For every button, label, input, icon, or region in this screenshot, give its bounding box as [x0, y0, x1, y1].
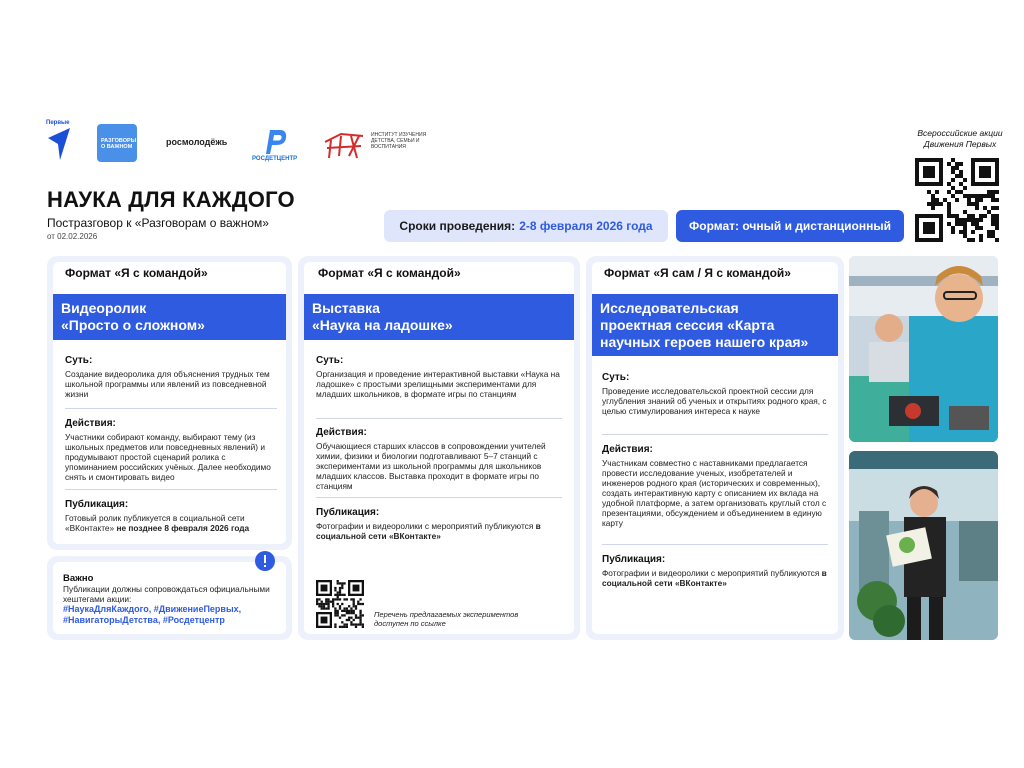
publication-text-main: Готовый ролик публикуется в социальной сети «ВКонтакте» — [65, 513, 245, 533]
card-title — [53, 294, 286, 340]
rosdetcentr-logo-icon — [260, 126, 290, 156]
essence-text: Создание видеоролика для объяснения трудных тем школьной программы или явлений из повседневной жизни — [65, 369, 270, 399]
important-notice — [47, 556, 292, 640]
divider — [65, 489, 277, 490]
deadline-value: 2-8 февраля 2026 года — [519, 219, 653, 233]
card-title-line: «Наука на ладошке» — [312, 317, 453, 333]
publication-text — [602, 568, 830, 588]
publication-heading: Публикация: — [65, 499, 129, 510]
publication-text — [65, 513, 280, 533]
publication-text-bold: в социальной сети «ВКонтакте» — [602, 568, 827, 588]
actions-text: Участники собирают команду, выбирают тему (из школьных предметов или повседневных явлений) и продумывают простой сценарий ролика с упоминанием российских учёных. Далее необходимо снять и смонтировать видео — [65, 432, 271, 482]
divider — [65, 408, 277, 409]
card-title-line: Видеоролик — [61, 300, 147, 316]
format-badge: Формат: очный и дистанционный — [676, 210, 904, 242]
experiments-qr-code[interactable] — [316, 580, 364, 628]
publication-text-bold: не позднее 8 февраля 2026 года — [116, 523, 250, 533]
actions-heading: Действия: — [316, 427, 367, 438]
card-research — [586, 256, 844, 640]
pervye-logo-icon — [46, 126, 72, 162]
publication-text-bold: в социальной сети «ВКонтакте» — [316, 521, 541, 541]
page-subtitle: Постразговор к «Разговорам о важном» — [47, 216, 269, 230]
publication-text-main: Фотографии и видеоролики с мероприятий публикуются — [316, 521, 534, 531]
divider — [316, 497, 562, 498]
card-title — [304, 294, 574, 340]
deadline-badge — [384, 210, 668, 242]
pervye-logo — [46, 120, 76, 164]
essence-heading: Суть: — [65, 355, 93, 366]
qr-caption-line-2: Движения Первых — [923, 139, 997, 149]
divider — [602, 544, 828, 545]
pervye-logo-text: Первые — [46, 120, 70, 126]
rosdetcentr-logo-text: РОСДЕТЦЕНТР — [252, 156, 298, 162]
card-title-line: научных героев нашего края» — [600, 334, 809, 350]
card-title-line: Исследовательская — [600, 300, 739, 316]
card-title-line: Выставка — [312, 300, 380, 316]
actions-text: Обучающиеся старших классов в сопровождении учителей химии, физики и биологии подготавливают 5–7 станций с экспериментами из школьной программы для школьников младших классов. Выставка проходит в формате игры по станциям — [316, 441, 546, 491]
institute-logo — [323, 126, 427, 167]
actions-text: Участникам совместно с наставниками предлагается провести исследование ученых, изобретателей и инженеров родного края (исторических и современных), создать интерактивную карту с описанием их вклада на удобной платформе, а затем организовать круглый стол с презентациями, обсуждением и объединением в единую карту — [602, 458, 827, 528]
qr-caption-line-1: Всероссийские акции — [917, 128, 1003, 138]
publication-text — [316, 521, 566, 541]
essence-text: Проведение исследовательской проектной сессии для углубления знаний об ученых и открытиях родного края, с целью стимулирования интереса к науке — [602, 386, 827, 416]
institute-logo-icon — [323, 126, 365, 162]
qr-note: Перечень предлагаемых экспериментов доступен по ссылке — [374, 610, 519, 628]
main-qr-code[interactable] — [915, 158, 999, 242]
deadline-label: Сроки проведения: — [399, 219, 516, 233]
actions-heading: Действия: — [602, 444, 653, 455]
card-format-label: Формат «Я с командой» — [65, 266, 208, 280]
card-title-line: проектная сессия «Карта — [600, 317, 775, 333]
rosmolodezh-logo: росмолодёжь — [166, 137, 228, 147]
publication-heading: Публикация: — [316, 507, 380, 518]
essence-heading: Суть: — [602, 372, 630, 383]
publication-text-main: Фотографии и видеоролики с мероприятий публикуются — [602, 568, 820, 578]
photo-student-exhibition-image — [849, 451, 998, 640]
razgovory-logo: РАЗГОВОРЫ О ВАЖНОМ — [97, 124, 137, 162]
essence-heading: Суть: — [316, 355, 344, 366]
page-title: НАУКА ДЛЯ КАЖДОГО — [47, 187, 295, 212]
card-video — [47, 256, 292, 550]
actions-heading: Действия: — [65, 418, 116, 429]
document-date: от 02.02.2026 — [47, 232, 98, 241]
divider — [316, 418, 562, 419]
notice-hashtags: #НаукаДляКаждого, #ДвижениеПервых, #НавигаторыДетства, #Росдетцентр — [63, 604, 242, 625]
photo-student-exhibition — [849, 451, 998, 640]
essence-text: Организация и проведение интерактивной выставки «Наука на ладошке» с простыми зрелищными экспериментами для младших школьников, в формате игры по станциям — [316, 369, 560, 399]
notice-title: Важно — [63, 573, 94, 584]
photo-students-lab-image — [849, 256, 998, 442]
card-format-label: Формат «Я сам / Я с командой» — [604, 266, 791, 280]
rosdetcentr-logo — [252, 126, 298, 164]
photo-students-lab — [849, 256, 998, 442]
qr-caption — [905, 128, 1015, 150]
institute-logo-text: ИНСТИТУТ ИЗУЧЕНИЯ ДЕТСТВА, СЕМЬИ И ВОСПИТАНИЯ — [371, 132, 427, 150]
info-icon — [254, 550, 276, 572]
card-title-line: «Просто о сложном» — [61, 317, 205, 333]
publication-heading: Публикация: — [602, 554, 666, 565]
card-exhibition — [298, 256, 580, 640]
notice-text: Публикации должны сопровождаться официальными хештегами акции: — [63, 584, 270, 604]
divider — [602, 434, 828, 435]
card-title — [592, 294, 838, 356]
card-format-label: Формат «Я с командой» — [318, 266, 461, 280]
